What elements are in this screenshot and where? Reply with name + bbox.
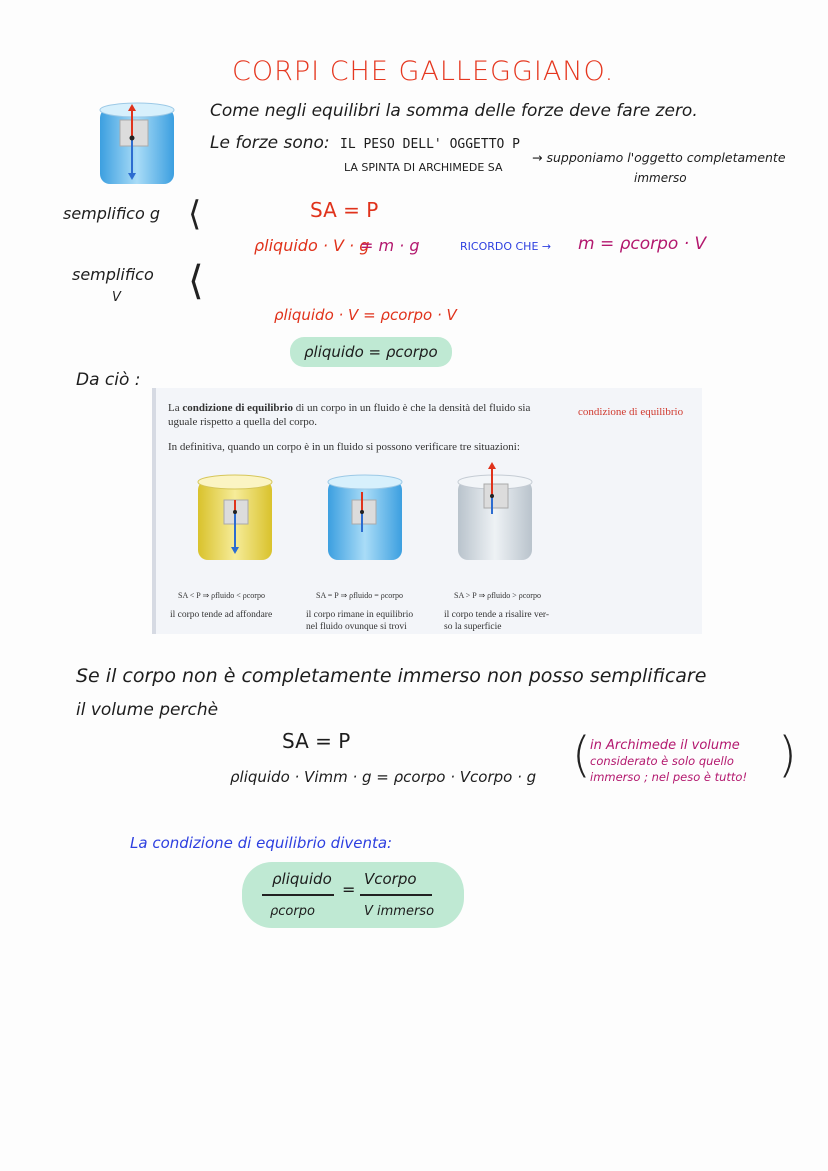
archimede-note-3: immerso ; nel peso è tutto! [590,770,748,784]
fraction2-denominator: V immerso [364,904,435,919]
part2-eq2: ρliquido · Vimm · g = ρcorpo · Vcorpo · g [230,768,537,786]
force-weight: IL PESO DELL' OGGETTO P [340,137,521,152]
equation-sa-p: SA = P [310,198,379,222]
part2-line2: il volume perchè [76,700,219,720]
remember-label: RICORDO CHE → [460,240,552,253]
case-3-caption: il corpo tende a risalire ver- [444,610,550,620]
textbook-excerpt [152,388,702,634]
textbook-definition [168,402,530,414]
fraction1-numerator: ρliquido [272,870,332,888]
forces-label: Le forze sono: [210,133,330,153]
case-2-caption: il corpo rimane in equilibrio [306,610,414,620]
fraction1-denominator: ρcorpo [270,904,315,919]
equation-3: ρliquido · V = ρcorpo · V [274,306,457,324]
fraction2-numerator: Vcorpo [364,870,417,888]
note-paren-right: ) [778,727,797,783]
intro-line: Come negli equilibri la somma delle forze deve fare zero. [210,101,698,121]
equation-4-result [290,337,452,367]
part2-line1: Se il corpo non è completamente immerso non posso semplificare [76,665,707,687]
remember-formula: m = ρcorpo · V [578,234,707,254]
simplify-g-note: semplifico g [63,204,160,223]
case-3-caption-2: so la superficie [444,622,502,632]
part2-eq1: SA = P [282,729,351,753]
equation-2-left: ρliquido · V · g [254,236,370,255]
condition-label: La condizione di equilibrio diventa: [130,834,393,852]
fraction2-bar [360,894,432,896]
beaker-rising [454,460,536,570]
definition-text-a: La [168,402,183,414]
curved-arrow-2: ⟨ [188,258,204,304]
beaker-illustration [96,98,178,190]
result-highlight: ρliquido = ρcorpo [290,337,452,367]
arrow-note: → supponiamo l'oggetto completamente [532,150,786,165]
page-title: CORPI CHE GALLEGGIANO. [232,56,615,87]
case-2-formula: SA = P ⇒ ρfluido = ρcorpo [316,591,403,600]
archimede-note-1: in Archimede il volume [590,738,740,753]
note-paren-left: ( [572,727,591,783]
arrow-note-2: immerso [634,171,687,185]
equation-2-right: = m · g [360,236,420,255]
case-2-caption-2: nel fluido ovunque si trovi [306,622,407,632]
simplify-v-note-2: V [112,290,121,305]
fraction-equals: = [342,880,356,899]
case-3-formula: SA > P ⇒ ρfluido > ρcorpo [454,591,541,600]
beaker-sinking [194,470,276,570]
definition-text-b: di un corpo in un fluido è che la densità del fluido sia [293,402,531,414]
da-cio-label: Da ciò : [76,370,141,390]
margin-note-equilibrium: condizione di equilibrio [578,406,684,418]
textbook-definition-2: uguale rispetto a quella del corpo. [168,416,318,428]
archimede-note-2: considerato è solo quello [590,754,734,768]
simplify-v-note: semplifico [72,265,154,284]
curved-arrow-1: ⟨ [188,194,202,234]
case-1-formula: SA < P ⇒ ρfluido < ρcorpo [178,591,265,600]
definition-bold: condizione di equilibrio [182,402,293,414]
fraction1-bar [262,894,334,896]
case-1-caption: il corpo tende ad affondare [170,610,273,620]
beaker-equilibrium [324,470,406,570]
textbook-intro: In definitiva, quando un corpo è in un fluido si possono verificare tre situazioni: [168,441,520,453]
force-archimede: LA SPINTA DI ARCHIMEDE SA [344,161,503,174]
